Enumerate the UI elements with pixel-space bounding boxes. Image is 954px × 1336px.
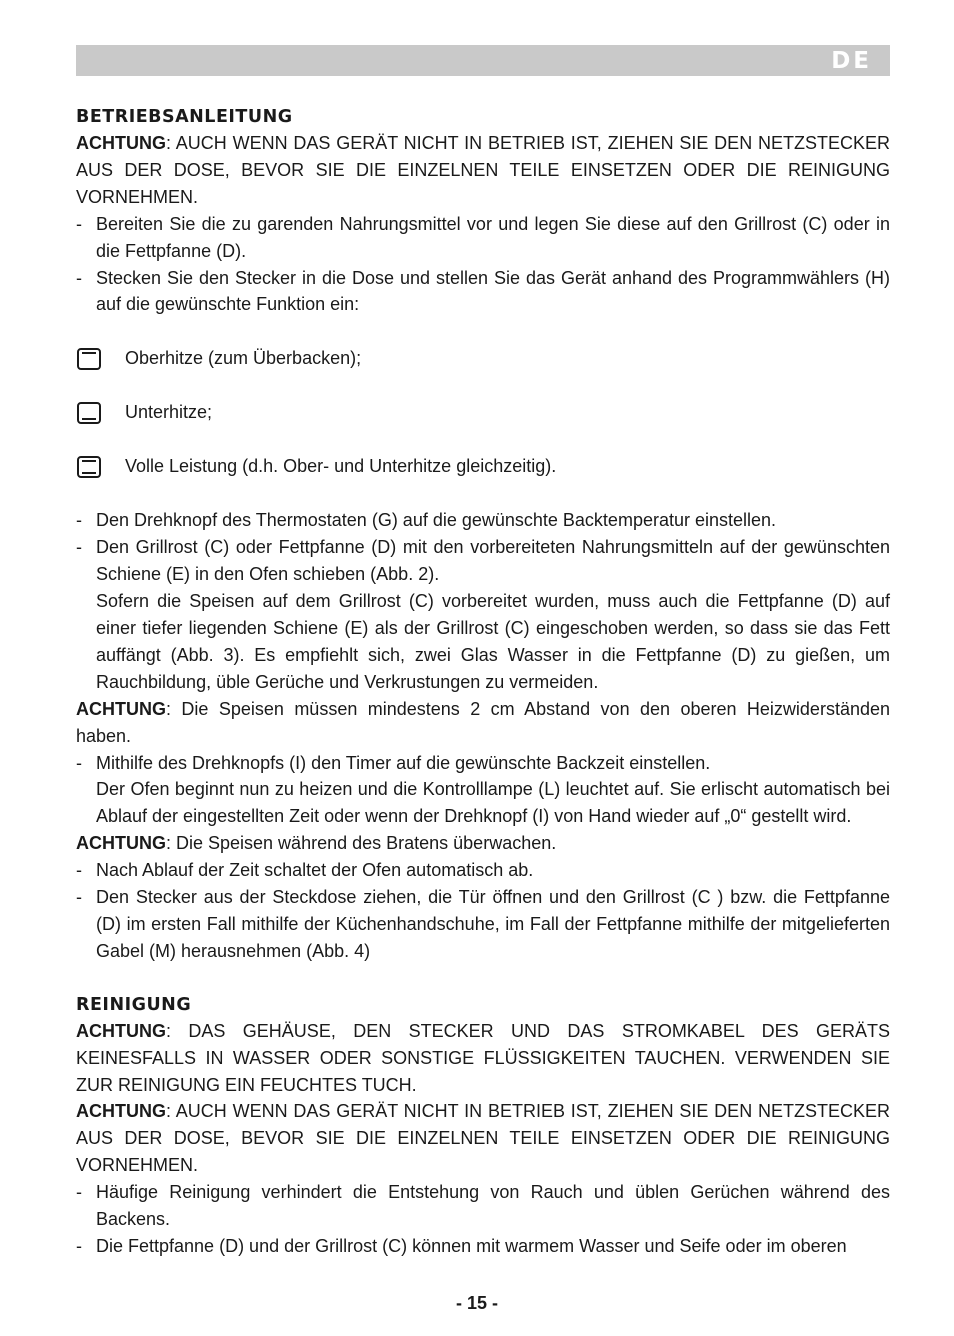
list-item-text: Mithilfe des Drehknopfs (I) den Timer auf die gewünschte Backzeit einstellen. xyxy=(96,752,711,773)
list-dash: - xyxy=(76,1236,82,1256)
mode-label: Volle Leistung (d.h. Ober- und Unterhitze gleichzeitig). xyxy=(125,456,557,477)
warning-label: ACHTUNG xyxy=(76,1020,166,1041)
list-item-text: Nach Ablauf der Zeit schaltet der Ofen automatisch ab. xyxy=(96,860,534,881)
top-heat-icon xyxy=(76,347,102,371)
warning-label: ACHTUNG xyxy=(76,133,166,153)
mode-item-full-heat xyxy=(76,453,890,480)
warning-paragraph xyxy=(76,1018,890,1099)
warning-text: : Die Speisen während des Bratens überwachen. xyxy=(166,833,557,854)
list-item-text: Bereiten Sie die zu garenden Nahrungsmittel vor und legen Sie diese auf den Grillrost (C) oder in die Fettpfanne (D). xyxy=(96,213,890,261)
section-title-operation: BETRIEBSANLEITUNG xyxy=(76,107,293,127)
mode-item-top-heat xyxy=(76,345,890,372)
warning-paragraph xyxy=(76,130,890,211)
list-item-text: Den Stecker aus der Steckdose ziehen, die Tür öffnen und den Grillrost (C ) bzw. die Fettpfanne (D) im ersten Fall mithilfe der Küchenhandschuhe, im Fall der Fettpfanne mithilfe der mitgelieferten Gabel (M) herausnehmen (Abb. 4) xyxy=(96,887,890,961)
list-item xyxy=(76,1179,890,1233)
list-item xyxy=(76,507,890,534)
list-dash: - xyxy=(76,510,82,531)
warning-paragraph xyxy=(76,830,890,857)
warning-label: ACHTUNG xyxy=(76,1101,166,1122)
language-code: DE xyxy=(831,48,872,74)
list-dash: - xyxy=(76,752,82,773)
list-item xyxy=(76,750,890,777)
list-item-continuation: Der Ofen beginnt nun zu heizen und die Kontrolllampe (L) leuchtet auf. Sie erlischt automatisch bei Ablauf der eingestellten Zeit oder wenn der Drehknopf (I) von Hand wieder auf „0“ gestellt wird. xyxy=(96,779,890,827)
warning-label: ACHTUNG xyxy=(76,833,166,854)
list-item-text: Den Grillrost (C) oder Fettpfanne (D) mit den vorbereiteten Nahrungsmitteln auf der gewünschten Schiene (E) in den Ofen schieben (Abb. 2). xyxy=(96,537,890,585)
warning-text: : Die Speisen müssen mindestens 2 cm Abstand von den oberen Heizwiderständen haben. xyxy=(76,698,890,746)
list-dash: - xyxy=(76,213,82,234)
list-dash: - xyxy=(76,267,82,288)
list-item xyxy=(76,884,890,965)
language-bar xyxy=(76,45,890,76)
warning-text: : AUCH WENN DAS GERÄT NICHT IN BETRIEB IST, ZIEHEN SIE DEN NETZSTECKER AUS DER DOSE, BEVOR SIE DIE EINZELNEN TEILE EINSETZEN ODER DIE REINIGUNG VORNEHMEN. xyxy=(76,133,890,207)
warning-text: : DAS GEHÄUSE, DEN STECKER UND DAS STROMKABEL DES GERÄTS KEINESFALLS IN WASSER ODER SONSTIGE FLÜSSIGKEITEN TAUCHEN. VERWENDEN SIE ZUR REINIGUNG EIN FEUCHTES TUCH. xyxy=(76,1020,890,1095)
list-item-continuation: Sofern die Speisen auf dem Grillrost (C) vorbereitet wurden, muss auch die Fettpfanne (D) auf einer tiefer liegenden Schiene (E) als der Grillrost (C) eingeschoben werden, so dass sie das Fett auffängt (Abb. 3). Es empfiehlt sich, zwei Glas Wasser in die Fettpfanne (D) zu gießen, um Rauchbildung, üble Gerüche und Verkrustungen zu vermeiden. xyxy=(96,591,890,692)
mode-label: Unterhitze; xyxy=(125,402,213,423)
list-dash: - xyxy=(76,887,82,908)
list-item-text: Die Fettpfanne (D) und der Grillrost (C) können mit warmem Wasser und Seife oder im oberen xyxy=(96,1236,847,1256)
list-item xyxy=(76,857,890,884)
warning-label: ACHTUNG xyxy=(76,698,166,719)
warning-paragraph xyxy=(76,696,890,750)
list-dash: - xyxy=(76,537,82,558)
list-item xyxy=(76,534,890,588)
list-dash: - xyxy=(76,860,82,881)
warning-paragraph xyxy=(76,1098,890,1179)
manual-content xyxy=(76,104,890,1260)
list-item-text: Häufige Reinigung verhindert die Entstehung von Rauch und üblen Gerüchen während des Backens. xyxy=(96,1182,890,1230)
section-title-cleaning: REINIGUNG xyxy=(76,994,192,1015)
warning-text: : AUCH WENN DAS GERÄT NICHT IN BETRIEB IST, ZIEHEN SIE DEN NETZSTECKER AUS DER DOSE, BEVOR SIE DIE EINZELNEN TEILE EINSETZEN ODER DIE REINIGUNG VORNEHMEN. xyxy=(76,1101,890,1176)
list-item xyxy=(76,265,890,319)
mode-label: Oberhitze (zum Überbacken); xyxy=(125,348,362,369)
list-item-text: Stecken Sie den Stecker in die Dose und stellen Sie das Gerät anhand des Programmwählers (H) auf die gewünschte Funktion ein: xyxy=(96,267,890,315)
page-number: - 15 - xyxy=(455,1293,498,1313)
bottom-heat-icon xyxy=(76,401,102,425)
list-item xyxy=(76,1233,890,1260)
list-item-text: Den Drehknopf des Thermostaten (G) auf die gewünschte Backtemperatur einstellen. xyxy=(96,510,777,531)
list-dash: - xyxy=(76,1182,82,1203)
list-item xyxy=(76,211,890,265)
mode-item-bottom-heat xyxy=(76,399,890,426)
full-heat-icon xyxy=(76,455,102,479)
